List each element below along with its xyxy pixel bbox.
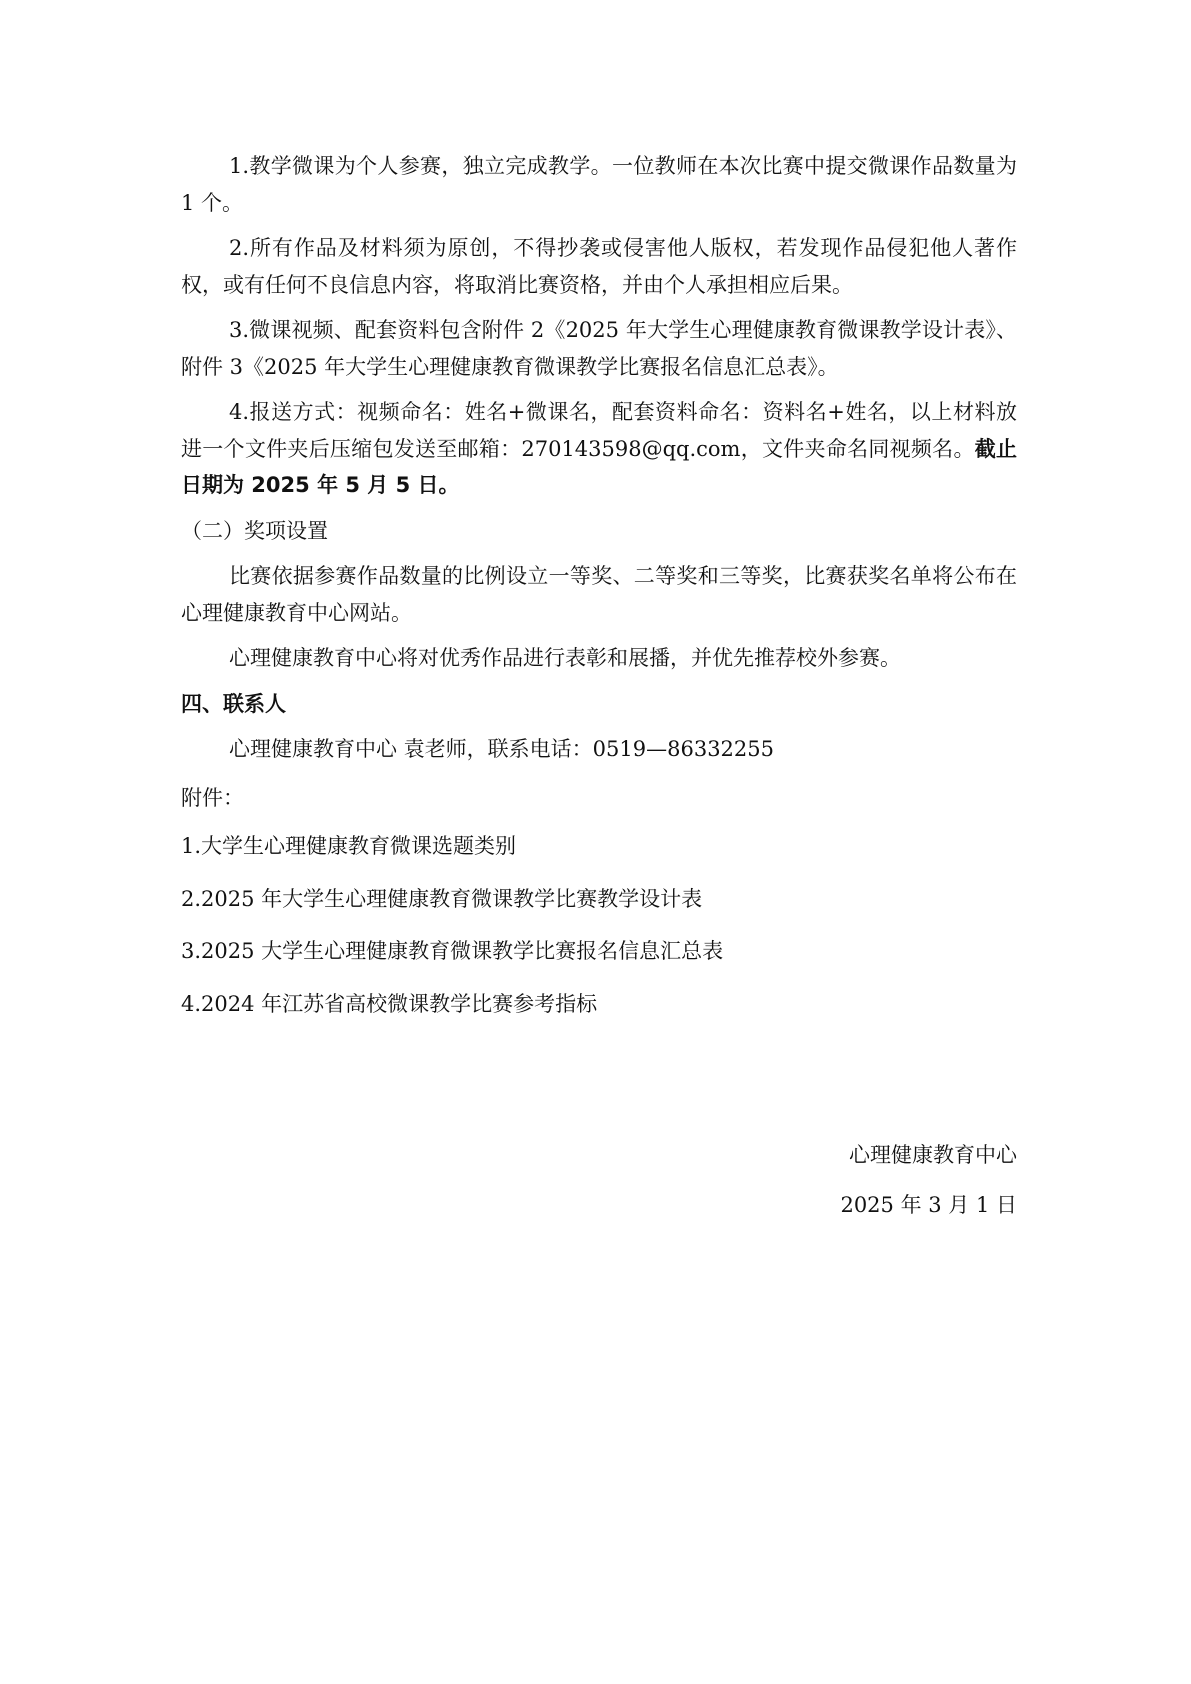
rule-paragraph-1: 1.教学微课为个人参赛，独立完成教学。一位教师在本次比赛中提交微课作品数量为 1 个。 <box>181 154 1017 215</box>
rule-paragraph-2: 2.所有作品及材料须为原创，不得抄袭或侵害他人版权，若发现作品侵犯他人著作权，或有任何不良信息内容，将取消比赛资格，并由个人承担相应后果。 <box>181 236 1017 297</box>
attachments-label: 附件： <box>181 785 244 810</box>
deadline-text: 截止日期为 2025 年 5 月 5 日。 <box>181 436 1018 497</box>
attachment-item-1: 1.大学生心理健康教育微课选题类别 <box>181 834 517 858</box>
award-section-heading: （二）奖项设置 <box>181 518 328 543</box>
attachment-item-4: 4.2024 年江苏省高校微课教学比赛参考指标 <box>181 991 598 1016</box>
contact-line: 心理健康教育中心 袁老师，联系电话：0519—86332255 <box>229 737 775 761</box>
award-paragraph-1: 比赛依据参赛作品数量的比例设立一等奖、二等奖和三等奖，比赛获奖名单将公布在心理健康教育中心网站。 <box>181 564 1017 625</box>
rule-paragraph-4 <box>181 394 1017 504</box>
award-paragraph-2: 心理健康教育中心将对优秀作品进行表彰和展播，并优先推荐校外参赛。 <box>229 646 901 670</box>
submission-method-text: 4.报送方式：视频命名：姓名+微课名，配套资料命名：资料名+姓名，以上材料放进一个文件夹后压缩包发送至邮箱：270143598@qq.com，文件夹命名同视频名。 <box>181 400 1017 461</box>
attachment-item-2: 2.2025 年大学生心理健康教育微课教学比赛教学设计表 <box>181 886 703 911</box>
attachment-item-3: 3.2025 大学生心理健康教育微课教学比赛报名信息汇总表 <box>181 939 724 963</box>
signature-block <box>700 1137 1017 1237</box>
signature-date: 2025 年 3 月 1 日 <box>840 1193 1017 1217</box>
contact-heading: 四、联系人 <box>181 691 286 716</box>
signature-org: 心理健康教育中心 <box>849 1143 1017 1167</box>
rule-paragraph-3: 3.微课视频、配套资料包含附件 2《2025 年大学生心理健康教育微课教学设计表》、附件 3《2025 年大学生心理健康教育微课教学比赛报名信息汇总表》。 <box>181 318 1017 379</box>
document-body <box>181 148 1017 1038</box>
